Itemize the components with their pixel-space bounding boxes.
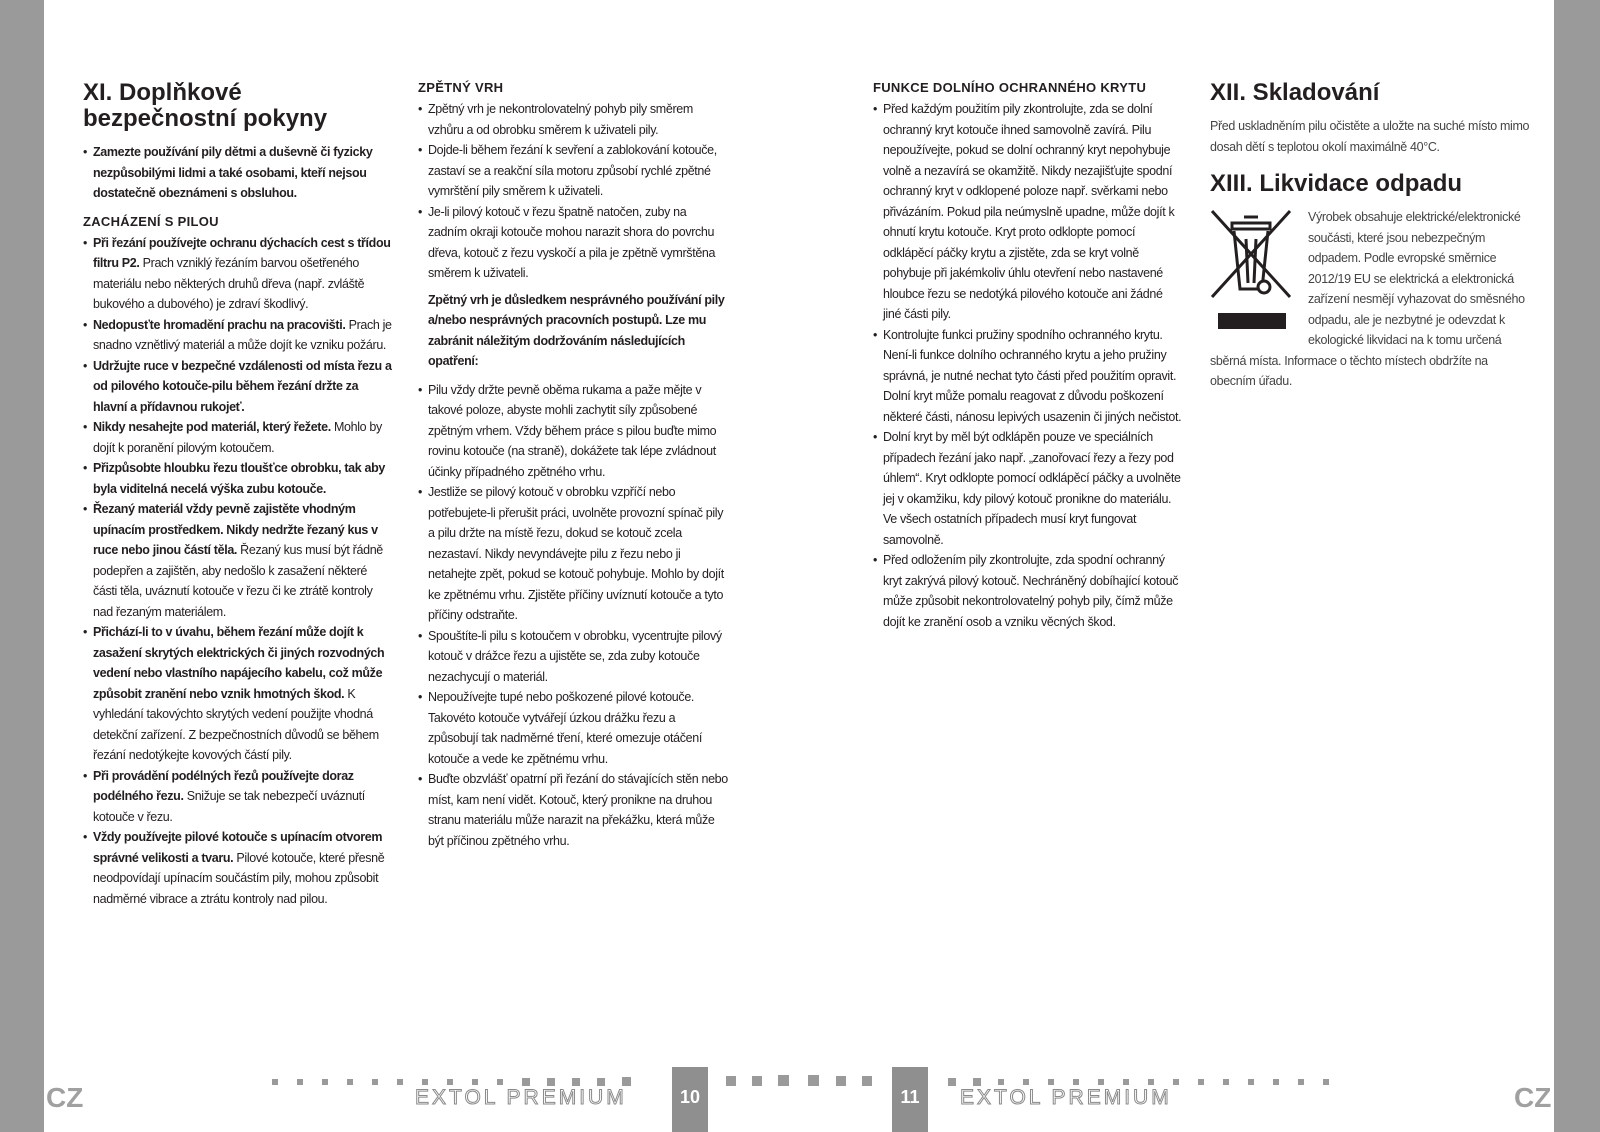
disposal-block [1210, 207, 1530, 392]
list-item: • Dojde-li během řezání k sevření a zablokování kotouče, zastaví se a reakční síla motoru způsobí rychlé zpětné vymrštění pily směrem k uživateli. [418, 140, 728, 202]
list-item: • Jestliže se pilový kotouč v obrobku vzpříčí nebo potřebujete-li přerušit práci, uvolněte provozní spínač pily a pilu držte na místě řezu, dokud se kotouč zcela nezastaví. Nikdy nevyndávejte pilu z řezu nebo ji netahejte zpět, pokud se kotouč pohybuje. Mohlo by dojít ke zpětnému vrhu. Zjistěte příčiny uvíznutí kotouče a tyto příčiny odstraňte. [418, 482, 728, 626]
list-item: • Přichází-li to v úvahu, během řezání může dojít k zasažení skrytých elektrických či jiných rozvodných vedení nebo vlastního napájecího kabelu, což může způsobit zranění nebo vznik hmotných škod. K vyhledání takovýchto skrytých vedení použijte vhodná detekční zařízení. Z bezpečnostních důvodů se během řezání nedotýkejte kovových částí pily. [83, 622, 393, 766]
list-item: • Nikdy nesahejte pod materiál, který řežete. Mohlo by dojít k poranění pilovým kotoučem. [83, 417, 393, 458]
section-xi-title [83, 80, 393, 132]
footer-dots-right [948, 1079, 1328, 1087]
section-xi-title-line1: XI. Doplňkové [83, 79, 242, 106]
list-item: • Dolní kryt by měl být odklápěn pouze ve speciálních případech řezání jako např. „zanořovací řezy a řezy pod úhlem“. Kryt odklopte pomocí odklápěcí páčky a uvolněte jej v okamžiku, kdy pilový kotouč pronikne do materiálu. Ve všech ostatních případech musí kryt fungovat samovolně. [873, 427, 1183, 550]
section-xiii-title: XIII. Likvidace odpadu [1210, 170, 1463, 197]
list-item [83, 142, 393, 204]
list-item: • Zpětný vrh je nekontrolovatelný pohyb pily směrem vzhůru a od obrobku směrem k uživateli pily. [418, 99, 728, 140]
language-code-right: CZ [1514, 1082, 1552, 1113]
list-item: • Řezaný materiál vždy pevně zajistěte vhodným upínacím prostředkem. Nikdy nedržte řezaný kus v ruce nebo jinou částí těla. Řezaný kus musí být řádně podepřen a zajištěn, aby nedošlo k zasažení některé části těla, uváznutí kotouče v řezu či ke ztrátě kontroly nad řezaným materiálem. [83, 499, 393, 622]
disposal-text: Výrobek obsahuje elektrické/elektronické součásti, které jsou nebezpečným odpadem. Podle evropské směrnice 2012/19 EU se elektrická a elektronická zařízení nesmějí vyhazovat do směsného odpadu, ale je nezbytné je odevzdat k ekologické likvidaci na k tomu určená sběrná místa. Informace o těchto místech obdržíte na obecním úřadu. [1210, 210, 1525, 388]
brand-logo-right: EXTOL PREMIUM [960, 1086, 1172, 1109]
left-margin-strip [0, 0, 44, 1132]
list-item: • Spouštíte-li pilu s kotoučem v obrobku, vycentrujte pilový kotouč v drážce řezu a ujistěte se, zda zuby kotouče nezachycují o materiál. [418, 626, 728, 688]
footer-dots-center [726, 1079, 876, 1087]
section-kickback [418, 80, 728, 851]
list-item: • Vždy používejte pilové kotouče s upínacím otvorem správné velikosti a tvaru. Pilové kotouče, které přesně neodpovídají upínacím součástím pily, mohou způsobit nadměrné vibrace a ztrátu kontroly nad pilou. [83, 827, 393, 909]
kickback-list-b [418, 380, 728, 852]
section-xi-title-line2: bezpečnostní pokyny [83, 105, 328, 132]
subheading-saw-handling: ZACHÁZENÍ S PILOU [83, 213, 219, 229]
intro-text: Zamezte používání pily dětmi a duševně či fyzicky nezpůsobilými lidmi a také osobami, kteří nejsou dostatečně obeznámeni s obsluhou. [93, 145, 373, 200]
kickback-list-a [418, 99, 728, 284]
list-item: • Kontrolujte funkci pružiny spodního ochranného krytu. Není-li funkce dolního ochranného krytu a jeho pružiny správná, je nutné nechat tyto části před použitím opravit. Dolní kryt může pomalu reagovat z důvodu poškození některé části, nánosu lepivých usazenin či jiných nečistot. [873, 325, 1183, 428]
list-item: • Při provádění podélných řezů používejte doraz podélného řezu. Snižuje se tak nebezpečí uváznutí kotouče v řezu. [83, 766, 393, 828]
kickback-warning: Zpětný vrh je důsledkem nesprávného používání pily a/nebo nesprávných pracovních postupů. Lze mu zabránit náležitým dodržováním následujících opatření: [428, 292, 725, 368]
list-item: • Přizpůsobte hloubku řezu tloušťce obrobku, tak aby byla viditelná necelá výška zubu kotouče. [83, 458, 393, 499]
storage-text: Před uskladněním pilu očistěte a uložte na suché místo mimo dosah dětí s teplotou okolí maximálně 40°C. [1210, 119, 1530, 154]
page-number-left: 10 [672, 1067, 708, 1132]
section-xi-intro [83, 142, 393, 204]
right-margin-strip [1554, 0, 1600, 1132]
saw-handling-list [83, 233, 393, 910]
list-item: • Nepoužívejte tupé nebo poškozené pilové kotouče. Takovéto kotouče vytvářejí úzkou drážku řezu a způsobují tak nadměrné tření, které omezuje otáčení kotouče a vede ke zpětnému vrhu. [418, 687, 728, 769]
list-item: • Buďte obzvlášť opatrní při řezání do stávajících stěn nebo míst, kam není vidět. Kotouč, který pronikne na druhou stranu materiálu může narazit na překážku, která může být příčinou zpětného vrhu. [418, 769, 728, 851]
section-xii-xiii [1210, 80, 1530, 392]
list-item: • Před každým použitím pily zkontrolujte, zda se dolní ochranný kryt kotouče ihned samovolně zavírá. Pilu nepoužívejte, pokud se dolní ochranný kryt nepohybuje volně a nezavírá se okamžitě. Nikdy nezajišťujte spodní ochranný kryt v odklopené poloze např. svěrkami nebo přivázáním. Pokud pila neúmyslně upadne, může dojít k ohnutí krytu kotouče. Kryt proto odklopte pomocí odklápěcí páčky krytu a zjistěte, zda se kryt volně pohybuje při jakémkoliv úhlu otevření nebo nastavené hloubce řezu se nedotýká pilového kotouče ani žádné jiné části pily. [873, 99, 1183, 325]
section-xi [83, 80, 393, 909]
section-lower-guard [873, 80, 1183, 632]
kickback-title: ZPĚTNÝ VRH [418, 80, 504, 95]
lower-guard-title: FUNKCE DOLNÍHO OCHRANNÉHO KRYTU [873, 80, 1147, 95]
list-item: • Nedopusťte hromadění prachu na pracovišti. Prach je snadno vznětlivý materiál a může dojít ke vzniku požáru. [83, 315, 393, 356]
page-number-right: 11 [892, 1067, 928, 1132]
section-xii-title: XII. Skladování [1210, 79, 1380, 106]
list-item: • Je-li pilový kotouč v řezu špatně natočen, zuby na zadním okraji kotouče mohou narazit shora do povrchu dřeva, kotouč z řezu vyskočí a pila je zpětně vymrštěna směrem k uživateli. [418, 202, 728, 284]
brand-logo-left: EXTOL PREMIUM [415, 1086, 627, 1109]
lower-guard-list [873, 99, 1183, 632]
list-item: • Udržujte ruce v bezpečné vzdálenosti od místa řezu a od pilového kotouče-pilu během řezání držte za hlavní a přídavnou rukojeť. [83, 356, 393, 418]
list-item: • Při řezání používejte ochranu dýchacích cest s třídou filtru P2. Prach vzniklý řezáním barvou ošetřeného materiálu nebo některých druhů dřeva (např. zvláště bukového a dubového) je zdraví škodlivý. [83, 233, 393, 315]
language-code-left: CZ [46, 1082, 84, 1113]
list-item: • Před odložením pily zkontrolujte, zda spodní ochranný kryt zakrývá pilový kotouč. Nechráněný dobíhající kotouč může způsobit nekontrolovatelný pohyb pily, čímž může dojít ke zranění osob a vzniku věcných škod. [873, 550, 1183, 632]
weee-crossed-bin-icon [1208, 207, 1296, 331]
list-item: • Pilu vždy držte pevně oběma rukama a paže mějte v takové poloze, abyste mohli zachytit síly způsobené zpětným vrhem. Vždy během práce s pilou buďte mimo rovinu kotouče (na straně), dokážete tak lépe zvládnout účinky případného zpětného vrhu. [418, 380, 728, 483]
